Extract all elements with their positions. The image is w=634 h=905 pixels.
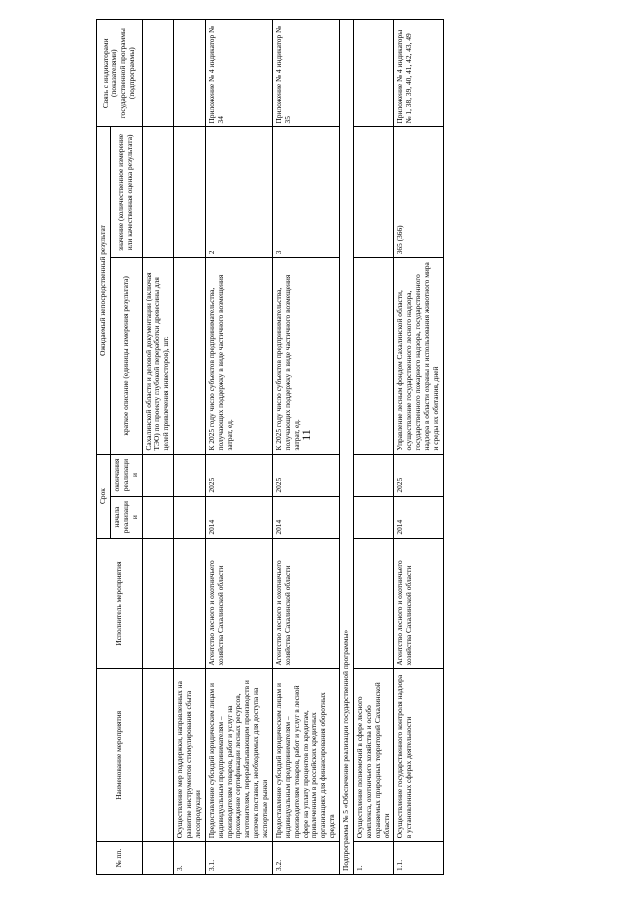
row-desc (174, 258, 206, 454)
row-link (142, 20, 174, 127)
row-value (142, 127, 174, 258)
row-start: 2014 (205, 496, 272, 538)
row-end: 2025 (272, 454, 339, 496)
row-name: Предоставление субсидий юридическим лицам и индивидуальным предпринимателям – производителям товаров, работ и услуг на прохождение сертификации лесных ресурсов, заготовителям, перерабатывающим производств и цепочек поставки, необходимых для доступа на экспортные рынки (205, 669, 272, 842)
row-start (353, 496, 394, 538)
header-name: Наименование мероприятия (97, 669, 143, 842)
rotated-table-container (96, 19, 608, 875)
header-executor: Исполнитель мероприятия (97, 538, 143, 669)
row-name: Осуществление мер поддержки, направленных на развитие инструментов стимулирования сбыта лесопродукции (174, 669, 206, 842)
row-end (142, 454, 174, 496)
row-start: 2014 (394, 496, 443, 538)
table-row (353, 20, 394, 875)
row-end (353, 454, 394, 496)
header-term: Срок (97, 454, 111, 538)
row-value (353, 127, 394, 258)
header-result-value: значение (количественное измерение или качественная оценка результата) (110, 127, 142, 258)
row-value: 2 (205, 127, 272, 258)
row-name (142, 669, 174, 842)
row-link: Приложение № 4 индикаторы № 1, 38, 39, 40, 41, 42, 43, 49 (394, 20, 443, 127)
subprogram-title: Подпрограмма № 5 «Обеспечение реализации государственной программы» (340, 20, 354, 875)
header-row (97, 20, 111, 875)
row-num: 1. (353, 842, 394, 875)
row-num: 3. (174, 842, 206, 875)
row-link (174, 20, 206, 127)
row-desc: К 2025 году число субъектов предпринимательства, получающих поддержку в виде частичного возмещения затрат, ед. (272, 258, 339, 454)
row-desc: К 2025 году число субъектов предпринимательства, получающих поддержку в виде частичного возмещения затрат, ед. (205, 258, 272, 454)
row-start: 2014 (272, 496, 339, 538)
header-result: Ожидаемый непосредственный результат (97, 127, 111, 454)
subprogram-row (340, 20, 354, 875)
row-end (174, 454, 206, 496)
row-executor (353, 538, 394, 669)
row-num (142, 842, 174, 875)
header-num: № пп. (97, 842, 143, 875)
row-num: 3.2. (272, 842, 339, 875)
row-link (353, 20, 394, 127)
table-row (142, 20, 174, 875)
row-num: 3.1. (205, 842, 272, 875)
row-start (142, 496, 174, 538)
row-name: Предоставление субсидий юридическим лицам и индивидуальным предпринимателям – производителям товаров, работ и услуг в лесной сфере на уплату процентов по кредитам, привлеченным в российских кредитных организациях для финансирования оборотных средств (272, 669, 339, 842)
row-executor: Агентство лесного и охотничьего хозяйства Сахалинской области (205, 538, 272, 669)
header-result-desc: краткое описание (единицы измерения результата) (110, 258, 142, 454)
row-executor (142, 538, 174, 669)
row-executor (174, 538, 206, 669)
row-desc (353, 258, 394, 454)
row-start (174, 496, 206, 538)
row-link: Приложение № 4 индикатор № 35 (272, 20, 339, 127)
row-end: 2025 (394, 454, 443, 496)
row-executor: Агентство лесного и охотничьего хозяйства Сахалинской области (272, 538, 339, 669)
table-row (174, 20, 206, 875)
row-name: Осуществление государственного контроля надзора в установленных сферах деятельности (394, 669, 443, 842)
table-row (272, 20, 339, 875)
row-value: 3 (272, 127, 339, 258)
header-term-start: начала реализации (110, 496, 142, 538)
row-end: 2025 (205, 454, 272, 496)
row-name: Осуществление полномочий в сфере лесного комплекса, охотничьего хозяйства и особо охраняемых природных территорий Сахалинской области (353, 669, 394, 842)
page-number: 11 (299, 429, 313, 441)
header-term-end: окончания реализации (110, 454, 142, 496)
row-value (174, 127, 206, 258)
row-desc: Управление лесным фондом Сахалинской области, осуществление государственного лесного надзора, государственного пожарного надзора, государственного надзора в области охраны и использования животного мира и среды их обитания, дней (394, 258, 443, 454)
table-row (205, 20, 272, 875)
measures-table (96, 19, 444, 875)
row-num: 1.1. (394, 842, 443, 875)
row-link: Приложение № 4 индикатор № 34 (205, 20, 272, 127)
table-row (394, 20, 443, 875)
row-value: 365 (366) (394, 127, 443, 258)
row-executor: Агентство лесного и охотничьего хозяйства Сахалинской области (394, 538, 443, 669)
header-link: Связь с индикаторами (показателями) государственной программы (подпрограммы) (97, 20, 143, 127)
row-desc: Сахалинской области и деловой документации (включая ТЭО) по проекту глубокой переработки древесины для целей привлечения инвесторов), шт. (142, 258, 174, 454)
